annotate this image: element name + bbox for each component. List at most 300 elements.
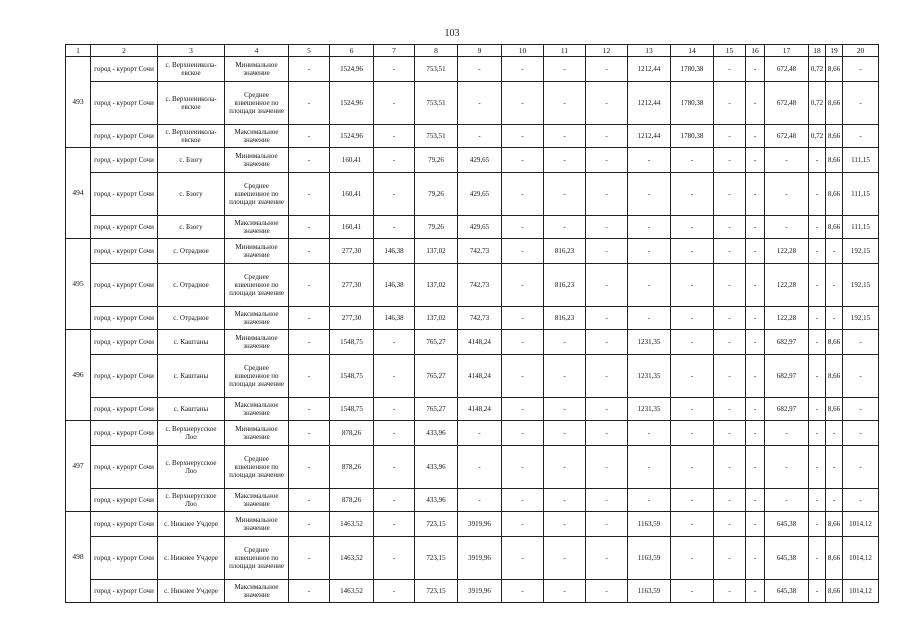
value-cell: - [809, 512, 826, 537]
value-cell: - [374, 489, 415, 512]
value-type-cell: Минимальное значение [225, 57, 289, 82]
value-cell: - [714, 307, 746, 330]
value-cell: 1163,59 [628, 537, 671, 580]
value-cell: 672,48 [765, 125, 809, 148]
value-cell: - [502, 216, 544, 239]
value-cell: - [502, 512, 544, 537]
value-cell: - [843, 125, 879, 148]
value-cell: - [586, 512, 628, 537]
value-cell: - [628, 446, 671, 489]
value-cell: 4148,24 [458, 398, 502, 421]
value-cell: - [458, 57, 502, 82]
value-cell: - [628, 173, 671, 216]
value-cell: - [746, 512, 765, 537]
value-cell: - [289, 239, 330, 264]
value-type-cell: Максимальное значение [225, 307, 289, 330]
value-cell: - [628, 307, 671, 330]
value-cell: 146,38 [374, 307, 415, 330]
value-cell: - [671, 355, 714, 398]
value-cell: 8,66 [826, 148, 843, 173]
value-cell: - [502, 82, 544, 125]
value-cell: - [809, 355, 826, 398]
value-cell: - [765, 489, 809, 512]
value-cell: 753,51 [415, 57, 458, 82]
column-number-header: 1 [66, 45, 91, 57]
table-row [66, 173, 879, 216]
value-cell: - [843, 330, 879, 355]
settlement-cell: с. Верхненикола-евское [158, 125, 225, 148]
value-cell: - [544, 537, 586, 580]
value-cell: - [765, 148, 809, 173]
value-cell: - [843, 421, 879, 446]
value-cell: - [809, 148, 826, 173]
value-cell: - [746, 537, 765, 580]
value-cell: - [809, 398, 826, 421]
value-cell: 878,26 [330, 489, 374, 512]
value-cell: 122,28 [765, 307, 809, 330]
column-number-header: 14 [671, 45, 714, 57]
district-cell: город - курорт Сочи [91, 398, 158, 421]
value-cell: - [544, 125, 586, 148]
value-cell: - [586, 580, 628, 603]
value-type-cell: Минимальное значение [225, 330, 289, 355]
value-cell: 723,15 [415, 580, 458, 603]
value-cell: - [826, 264, 843, 307]
value-cell: 0,72 [809, 57, 826, 82]
table-row [66, 489, 879, 512]
value-cell: 1163,59 [628, 512, 671, 537]
value-cell: - [458, 421, 502, 446]
value-type-cell: Максимальное значение [225, 125, 289, 148]
value-type-cell: Среднее взвешенное по площади значение [225, 537, 289, 580]
value-cell: 8,66 [826, 216, 843, 239]
value-cell: - [746, 421, 765, 446]
table-row [66, 398, 879, 421]
value-cell: 8,66 [826, 173, 843, 216]
value-cell: 160,41 [330, 216, 374, 239]
value-cell: - [586, 264, 628, 307]
value-type-cell: Среднее взвешенное по площади значение [225, 82, 289, 125]
district-cell: город - курорт Сочи [91, 537, 158, 580]
value-cell: - [586, 57, 628, 82]
value-type-cell: Среднее взвешенное по площади значение [225, 264, 289, 307]
column-number-header: 10 [502, 45, 544, 57]
value-cell: 1231,35 [628, 398, 671, 421]
value-cell: - [714, 330, 746, 355]
value-cell: 8,66 [826, 580, 843, 603]
value-cell: 122,28 [765, 239, 809, 264]
value-cell: 753,51 [415, 125, 458, 148]
value-cell: - [826, 421, 843, 446]
value-cell: - [502, 446, 544, 489]
settlement-cell: с. Отрадное [158, 239, 225, 264]
value-type-cell: Максимальное значение [225, 489, 289, 512]
settlement-cell: с. Нижнее Учдере [158, 537, 225, 580]
value-cell: - [289, 82, 330, 125]
value-cell: - [746, 580, 765, 603]
value-cell: - [289, 216, 330, 239]
value-cell: - [809, 489, 826, 512]
value-cell: 1231,35 [628, 330, 671, 355]
header-row [66, 45, 879, 57]
table-row [66, 330, 879, 355]
value-cell: 160,41 [330, 173, 374, 216]
value-cell: - [843, 355, 879, 398]
value-cell: - [826, 446, 843, 489]
value-cell: 682,97 [765, 355, 809, 398]
value-cell: - [289, 148, 330, 173]
settlement-cell: с. Верхнерусское Лоо [158, 421, 225, 446]
value-cell: - [714, 398, 746, 421]
district-cell: город - курорт Сочи [91, 307, 158, 330]
value-cell: 429,65 [458, 173, 502, 216]
value-cell: - [374, 57, 415, 82]
district-cell: город - курорт Сочи [91, 355, 158, 398]
value-cell: - [746, 264, 765, 307]
value-cell: - [746, 239, 765, 264]
value-cell: 4148,24 [458, 330, 502, 355]
value-cell: 682,97 [765, 398, 809, 421]
settlement-cell: с. Каштаны [158, 398, 225, 421]
value-cell: - [809, 421, 826, 446]
value-cell: - [809, 330, 826, 355]
value-cell: - [374, 580, 415, 603]
value-cell: - [544, 355, 586, 398]
value-cell: - [671, 216, 714, 239]
value-type-cell: Минимальное значение [225, 239, 289, 264]
value-cell: 111,15 [843, 216, 879, 239]
value-cell: 1548,75 [330, 398, 374, 421]
value-cell: - [628, 489, 671, 512]
district-cell: город - курорт Сочи [91, 57, 158, 82]
value-cell: 1463,52 [330, 580, 374, 603]
value-cell: 645,38 [765, 537, 809, 580]
value-cell: - [628, 148, 671, 173]
district-cell: город - курорт Сочи [91, 82, 158, 125]
value-cell: - [458, 82, 502, 125]
value-cell: - [714, 216, 746, 239]
value-cell: 1463,52 [330, 512, 374, 537]
table-row [66, 82, 879, 125]
record-id-cell: 497 [66, 421, 91, 512]
value-cell: - [502, 264, 544, 307]
value-cell: - [746, 330, 765, 355]
value-cell: 1463,52 [330, 537, 374, 580]
value-cell: - [671, 307, 714, 330]
value-cell: 672,48 [765, 57, 809, 82]
value-cell: 765,27 [415, 330, 458, 355]
value-cell: - [586, 307, 628, 330]
value-cell: - [586, 398, 628, 421]
value-cell: - [458, 446, 502, 489]
value-cell: - [714, 446, 746, 489]
value-cell: - [586, 446, 628, 489]
value-cell: 4148,24 [458, 355, 502, 398]
value-cell: - [746, 216, 765, 239]
value-cell: 1231,35 [628, 355, 671, 398]
value-cell: 3919,96 [458, 512, 502, 537]
value-cell: - [746, 82, 765, 125]
value-cell: 192,15 [843, 264, 879, 307]
value-cell: - [374, 173, 415, 216]
value-cell: - [714, 148, 746, 173]
value-cell: - [671, 148, 714, 173]
value-cell: 1014,12 [843, 512, 879, 537]
column-number-header: 20 [843, 45, 879, 57]
column-number-header: 7 [374, 45, 415, 57]
district-cell: город - курорт Сочи [91, 512, 158, 537]
value-cell: - [289, 580, 330, 603]
table-row [66, 264, 879, 307]
value-cell: - [502, 489, 544, 512]
district-cell: город - курорт Сочи [91, 148, 158, 173]
value-cell: - [671, 537, 714, 580]
value-cell: 8,66 [826, 125, 843, 148]
value-cell: - [746, 307, 765, 330]
value-cell: - [374, 537, 415, 580]
value-cell: 277,30 [330, 239, 374, 264]
value-cell: - [586, 125, 628, 148]
record-id-cell: 496 [66, 330, 91, 421]
value-cell: - [289, 421, 330, 446]
value-cell: 1163,59 [628, 580, 671, 603]
column-number-header: 19 [826, 45, 843, 57]
value-type-cell: Среднее взвешенное по площади значение [225, 355, 289, 398]
page-number: 103 [444, 28, 460, 39]
value-cell: - [765, 421, 809, 446]
value-cell: - [765, 446, 809, 489]
value-cell: 433,96 [415, 421, 458, 446]
settlement-cell: с. Отрадное [158, 264, 225, 307]
value-cell: - [746, 148, 765, 173]
value-cell: - [671, 173, 714, 216]
value-cell: - [671, 239, 714, 264]
value-cell: 816,23 [544, 264, 586, 307]
table-row [66, 125, 879, 148]
value-cell: 1780,38 [671, 125, 714, 148]
value-cell: 146,38 [374, 239, 415, 264]
data-table [65, 44, 879, 603]
value-cell: 742,73 [458, 239, 502, 264]
table-row [66, 239, 879, 264]
value-cell: - [289, 537, 330, 580]
value-cell: - [374, 446, 415, 489]
value-cell: - [671, 446, 714, 489]
column-number-header: 2 [91, 45, 158, 57]
value-cell: - [502, 330, 544, 355]
value-cell: 8,66 [826, 537, 843, 580]
value-cell: 192,15 [843, 307, 879, 330]
value-cell: - [502, 125, 544, 148]
value-cell: - [374, 216, 415, 239]
value-cell: - [628, 421, 671, 446]
value-cell: 3919,96 [458, 580, 502, 603]
district-cell: город - курорт Сочи [91, 421, 158, 446]
value-cell: - [374, 125, 415, 148]
value-cell: 8,66 [826, 330, 843, 355]
district-cell: город - курорт Сочи [91, 446, 158, 489]
value-cell: - [671, 421, 714, 446]
value-cell: - [502, 355, 544, 398]
value-cell: 3919,96 [458, 537, 502, 580]
value-cell: - [826, 239, 843, 264]
value-cell: - [502, 580, 544, 603]
district-cell: город - курорт Сочи [91, 264, 158, 307]
column-number-header: 13 [628, 45, 671, 57]
column-number-header: 16 [746, 45, 765, 57]
settlement-cell: с. Нижнее Учдере [158, 580, 225, 603]
value-cell: 742,73 [458, 307, 502, 330]
settlement-cell: с. Верхненикола-евское [158, 57, 225, 82]
value-cell: - [374, 398, 415, 421]
value-cell: - [809, 216, 826, 239]
settlement-cell: с. Верхнерусское Лоо [158, 446, 225, 489]
value-cell: - [586, 489, 628, 512]
value-cell: 1548,75 [330, 355, 374, 398]
value-cell: - [544, 216, 586, 239]
value-cell: - [586, 239, 628, 264]
value-cell: - [586, 537, 628, 580]
value-cell: 79,26 [415, 148, 458, 173]
value-cell: - [289, 512, 330, 537]
value-cell: 433,96 [415, 446, 458, 489]
value-cell: - [374, 421, 415, 446]
column-number-header: 15 [714, 45, 746, 57]
value-cell: 160,41 [330, 148, 374, 173]
value-cell: - [714, 173, 746, 216]
value-cell: 816,23 [544, 307, 586, 330]
value-cell: - [458, 125, 502, 148]
value-cell: - [809, 239, 826, 264]
value-cell: 122,28 [765, 264, 809, 307]
settlement-cell: с. Верхнерусское Лоо [158, 489, 225, 512]
value-cell: - [628, 239, 671, 264]
value-cell: - [374, 148, 415, 173]
value-cell: 723,15 [415, 512, 458, 537]
value-cell: - [586, 173, 628, 216]
settlement-cell: с. Бзогу [158, 148, 225, 173]
value-cell: 0,72 [809, 82, 826, 125]
value-cell: 1780,38 [671, 82, 714, 125]
value-cell: 433,96 [415, 489, 458, 512]
value-cell: - [628, 264, 671, 307]
value-cell: - [671, 489, 714, 512]
value-cell: 1212,44 [628, 82, 671, 125]
value-cell: - [544, 398, 586, 421]
value-cell: - [289, 125, 330, 148]
value-cell: 277,30 [330, 307, 374, 330]
record-id-cell: 493 [66, 57, 91, 148]
table-row [66, 148, 879, 173]
value-type-cell: Минимальное значение [225, 512, 289, 537]
value-cell: - [714, 239, 746, 264]
value-cell: - [746, 125, 765, 148]
value-cell: 742,73 [458, 264, 502, 307]
value-cell: - [714, 82, 746, 125]
value-cell: - [714, 537, 746, 580]
value-cell: - [586, 82, 628, 125]
value-cell: - [586, 355, 628, 398]
value-cell: - [586, 148, 628, 173]
value-cell: - [586, 421, 628, 446]
value-cell: 765,27 [415, 355, 458, 398]
value-cell: - [809, 537, 826, 580]
value-cell: - [502, 148, 544, 173]
value-cell: - [544, 330, 586, 355]
value-cell: - [843, 489, 879, 512]
value-type-cell: Максимальное значение [225, 580, 289, 603]
value-cell: 1014,12 [843, 580, 879, 603]
value-cell: - [374, 355, 415, 398]
value-cell: - [765, 216, 809, 239]
value-cell: - [544, 148, 586, 173]
value-cell: - [374, 512, 415, 537]
table-row [66, 421, 879, 446]
district-cell: город - курорт Сочи [91, 580, 158, 603]
value-cell: 878,26 [330, 421, 374, 446]
value-cell: - [502, 537, 544, 580]
value-cell: 429,65 [458, 216, 502, 239]
value-cell: 277,30 [330, 264, 374, 307]
value-cell: 1212,44 [628, 57, 671, 82]
value-cell: 1780,38 [671, 57, 714, 82]
value-cell: - [374, 330, 415, 355]
value-cell: - [671, 264, 714, 307]
value-cell: - [628, 216, 671, 239]
value-cell: 1212,44 [628, 125, 671, 148]
value-cell: 645,38 [765, 512, 809, 537]
settlement-cell: с. Бзогу [158, 216, 225, 239]
value-cell: 146,38 [374, 264, 415, 307]
value-cell: - [289, 398, 330, 421]
value-cell: - [289, 264, 330, 307]
value-cell: - [671, 330, 714, 355]
value-cell: 8,66 [826, 57, 843, 82]
value-cell: 1548,75 [330, 330, 374, 355]
value-cell: - [765, 173, 809, 216]
value-cell: - [809, 307, 826, 330]
value-cell: - [502, 57, 544, 82]
settlement-cell: с. Отрадное [158, 307, 225, 330]
value-cell: - [671, 398, 714, 421]
value-type-cell: Среднее взвешенное по площади значение [225, 173, 289, 216]
value-cell: - [502, 398, 544, 421]
value-cell: 1014,12 [843, 537, 879, 580]
column-number-header: 12 [586, 45, 628, 57]
value-cell: - [809, 173, 826, 216]
column-number-header: 6 [330, 45, 374, 57]
value-cell: - [586, 330, 628, 355]
column-number-header: 4 [225, 45, 289, 57]
district-cell: город - курорт Сочи [91, 125, 158, 148]
column-number-header: 9 [458, 45, 502, 57]
district-cell: город - курорт Сочи [91, 489, 158, 512]
table-row [66, 446, 879, 489]
value-cell: 137,02 [415, 264, 458, 307]
column-number-header: 18 [809, 45, 826, 57]
record-id-cell: 494 [66, 148, 91, 239]
table-row [66, 307, 879, 330]
settlement-cell: с. Нижнее Учдере [158, 512, 225, 537]
column-number-header: 8 [415, 45, 458, 57]
value-cell: - [809, 264, 826, 307]
column-number-header: 5 [289, 45, 330, 57]
value-cell: - [289, 489, 330, 512]
value-cell: - [671, 580, 714, 603]
value-cell: - [843, 82, 879, 125]
value-cell: 1524,96 [330, 57, 374, 82]
value-cell: - [671, 512, 714, 537]
